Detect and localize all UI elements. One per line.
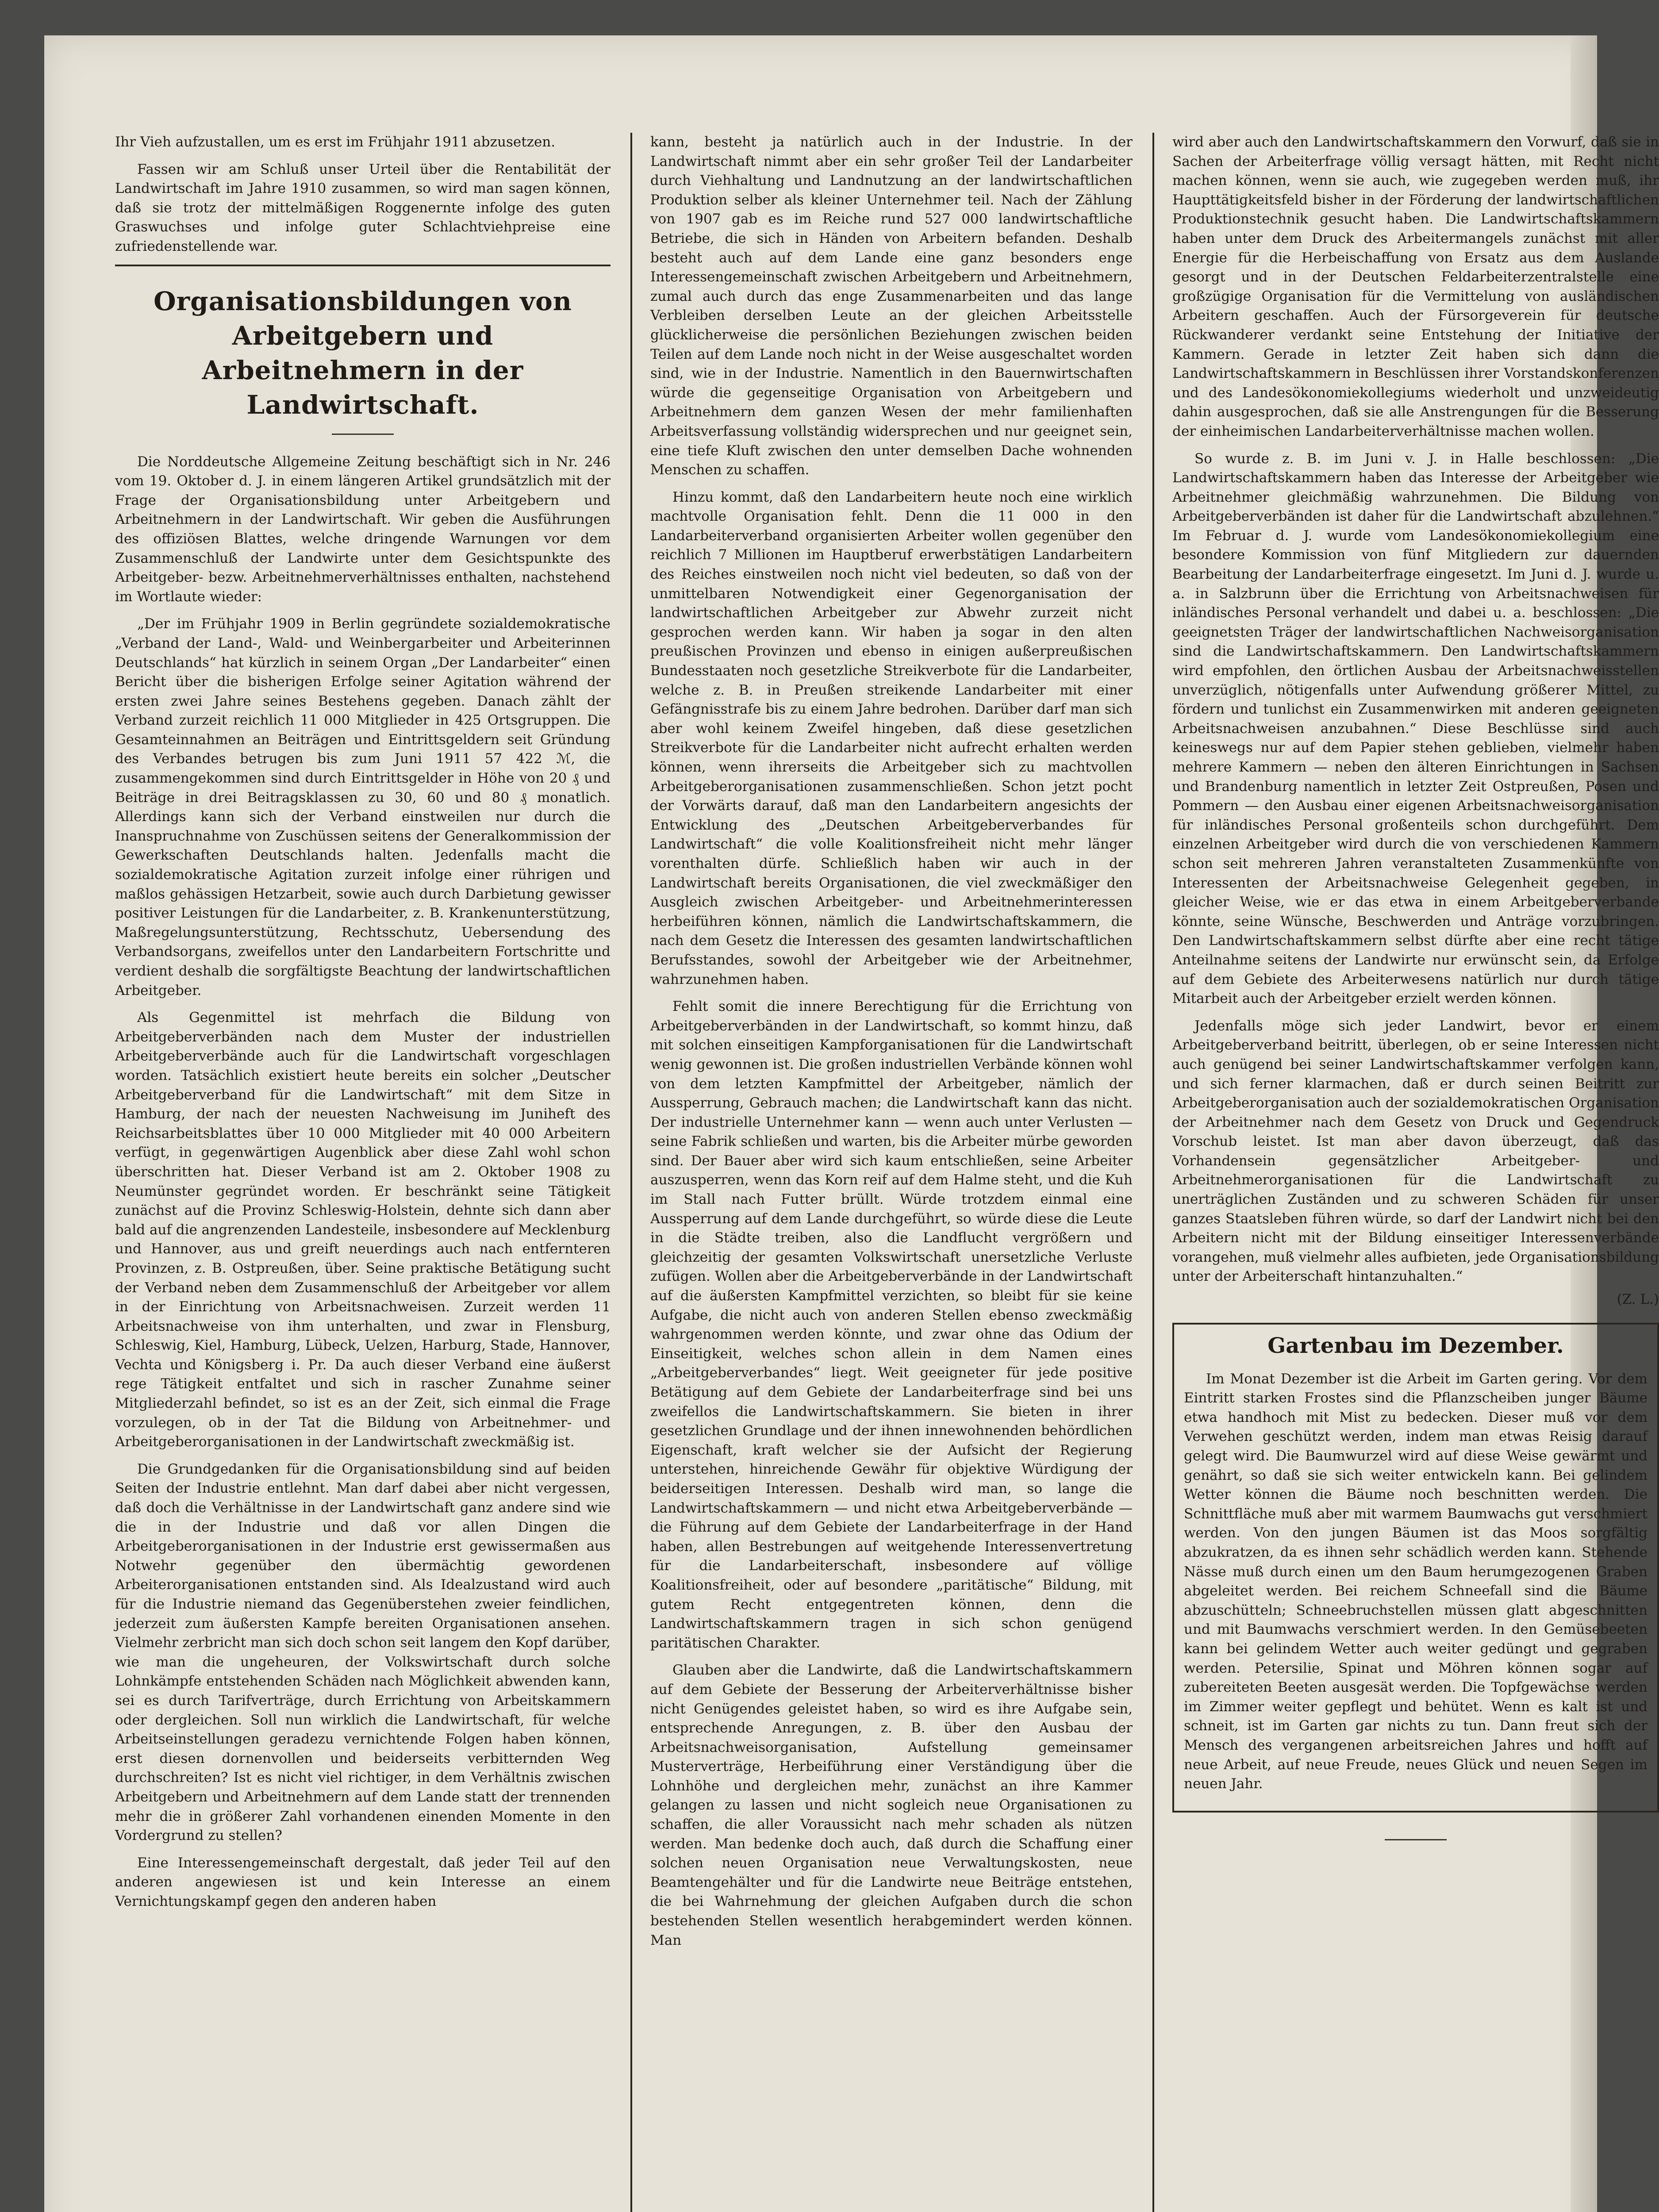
paragraph: Hinzu kommt, daß den Landarbeitern heute noch eine wirklich machtvolle Organisation fehlt. Denn die 11 000 in den Landarbeiterverband organisierten Arbeiter wollen gegenüber den reichlich 7 Millionen im Hauptberuf erwerbstätigen Landarbeitern des Reiches einstweilen noch nicht viel bedeuten, so daß von der unmittelbaren Notwendigkeit einer Gegenorganisation der landwirtschaftlichen Arbeitgeber zur Abwehr zurzeit nicht gesprochen werden kann. Wir haben ja sogar in den alten preußischen Provinzen und ebenso in einigen außerpreußischen Bundesstaaten noch gesetzliche Streikverbote für die Landarbeiter, welche z. B. in Preußen streikende Landarbeiter mit einer Gefängnisstrafe bis zu einem Jahre bedrohen. Darüber darf man sich aber wohl keinem Zweifel hingeben, daß diese gesetzlichen Streikverbote für die Landarbeiter nicht aufrecht erhalten werden können, wenn ihrerseits die Arbeitgeber sich zu machtvollen Arbeitgeberorganisationen zusammenschließen. Schon jetzt pocht der Vorwärts darauf, daß man den Landarbeitern angesichts der Entwicklung des „Deutschen Arbeitgeberverbandes für Landwirtschaft“ die volle Koalitionsfreiheit nicht mehr länger vorenthalten dürfe. Schließlich haben wir auch in der Landwirtschaft bereits Organisationen, die viel zweckmäßiger den Ausgleich zwischen Arbeitgeber- und Arbeitnehmerinteressen herbeiführen können, nämlich die Landwirtschaftskammern, die nach dem Gesetz die Interessen des gesamten landwirtschaftlichen Berufsstandes, sowohl der Arbeitgeber wie der Arbeitnehmer, wahrzunehmen haben. [650,489,1133,987]
paragraph: kann, besteht ja natürlich auch in der Industrie. In der Landwirtschaft nimmt aber ein sehr großer Teil der Landarbeiter durch Viehhaltung und Landnutzung an der landwirtschaftlichen Produktion selber als kleiner Unternehmer teil. Nach der Zählung von 1907 gab es im Reiche rund 527 000 landwirtschaftliche Betriebe, die sich in Händen von Arbeitern befanden. Deshalb besteht auch auf dem Lande eine ganz besonders enge Interessengemeinschaft zwischen Arbeitgebern und Arbeitnehmern, zumal auch durch das enge Zusammenarbeiten und das lange Verbleiben derselben Leute an der gleichen Arbeitsstelle glücklicherweise die persönlichen Beziehungen zwischen beiden Teilen auf dem Lande noch nicht in der Weise ausgeschaltet worden sind, wie in der Industrie. Namentlich in den Bauernwirtschaften würde die gegenseitige Organisation von Arbeitgebern und Arbeitnehmern dem ganzen Wesen der mehr familienhaften Arbeitsverfassung vollständig widersprechen und nur geeignet sein, eine tiefe Kluft zwischen den unter demselben Dache wohnenden Menschen zu schaffen. [650,134,1133,478]
paragraph: Glauben aber die Landwirte, daß die Landwirtschaftskammern auf dem Gebiete der Besserung der Arbeiterverhältnisse bisher nicht Genügendes geleistet haben, so wird es ihre Aufgabe sein, entsprechende Anregungen, z. B. über den Ausbau der Arbeitsnachweisorganisation, Aufstellung gemeinsamer Musterverträge, Herbeiführung einer Verständigung über die Lohnhöhe und dergleichen mehr, zunächst an ihre Kammer gelangen zu lassen und nicht sogleich neue Organisationen zu schaffen, die aller Voraussicht nach mehr schaden als nützen werden. Man bedenke doch auch, daß durch die Schaffung einer solchen neuen Organisation neue Verwaltungskosten, neue Beamtengehälter und für die Landwirte neue Beiträge entstehen, die bei Wahrnehmung der gleichen Aufgaben durch die schon bestehenden Stellen wesentlich herabgemindert werden können. Man [650,1662,1133,1948]
end-divider [1385,1839,1447,1840]
column-2 [650,133,1133,2212]
article-heading: Organisationsbildungen von Arbeitgebern und Arbeitnehmern in der Landwirtschaft. [154,286,572,420]
column-rule [630,133,632,2212]
short-divider [332,434,394,435]
box-title: Gartenbau im Dezember. [1267,1333,1564,1358]
paragraph: Als Gegenmittel ist mehrfach die Bildung von Arbeitgeberverbänden nach dem Muster der industriellen Arbeitgeberverbände auch für die Landwirtschaft vorgeschlagen worden. Tatsächlich existiert heute bereits ein solcher „Deutscher Arbeitgeberverband für die Landwirtschaft“ mit dem Sitze in Hamburg, der nach der neuesten Nachweisung im Juniheft des Reichsarbeitsblattes über 10 000 Mitglieder mit 40 000 Arbeitern verfügt, in gegenwärtigen Augenblick aber diese Zahl wohl schon überschritten hat. Dieser Verband ist am 2. Oktober 1908 zu Neumünster gegründet worden. Er beschränkt seine Tätigkeit zunächst auf die Provinz Schleswig-Holstein, dehnte sich dann aber bald auf die angrenzenden Landesteile, insbesondere auf Mecklenburg und Hannover, aus und greift neuerdings auch nach entfernteren Provinzen, z. B. Ostpreußen, über. Seine praktische Betätigung sucht der Verband neben dem Zusammenschluß der Arbeitgeber vor allem in der Einrichtung von Arbeitsnachweisen. Zurzeit werden 11 Arbeitsnachweise von ihm unterhalten, und zwar in Flensburg, Schleswig, Kiel, Hamburg, Lübeck, Uelzen, Harburg, Stade, Hannover, Vechta und Königsberg i. Pr. Da auch dieser Verband eine äußerst rege Tätigkeit entfaltet und sich in rascher Zunahme seiner Mitgliederzahl befindet, so ist es an der Zeit, sich einmal die Frage vorzulegen, ob in der Tat die Bildung von Arbeitnehmer- und Arbeitgeberorganisationen in der Landwirtschaft zweckmäßig ist. [115,1010,611,1450]
paragraph: Fassen wir am Schluß unser Urteil über die Rentabilität der Landwirtschaft im Jahre 1910 zusammen, so wird man sagen können, daß sie trotz der mittelmäßigen Roggenernte infolge des guten Graswuchses und infolge guter Schlachtviehpreise eine zufriedenstellende war. [115,161,611,254]
paragraph: wird aber auch den Landwirtschaftskammern den Vorwurf, daß sie in Sachen der Arbeiterfrage völlig versagt hätten, mit Recht nicht machen können, wenn sie auch, wie zugegeben werden muß, ihr Haupttätigkeitsfeld bisher in der Förderung der landwirtschaftlichen Produktionstechnik gesucht haben. Die Landwirtschaftskammern haben unter dem Druck des Arbeitermangels zunächst mit aller Energie für die Herbeischaffung von Ersatz aus dem Auslande gesorgt und in der Deutschen Feldarbeiterzentralstelle eine großzügige Organisation für die Vermittelung von ausländischen Arbeitern geschaffen. Auch der Fürsorgeverein für deutsche Rückwanderer verdankt seine Entstehung der Initiative der Kammern. Gerade in letzter Zeit haben sich dann die Landwirtschaftskammern in Beschlüssen ihrer Vorstandskonferenzen und des Landesökonomiekollegiums wiederholt und unzweideutig dahin ausgesprochen, daß sie alle Anstrengungen für die Besserung der einheimischen Landarbeiterverhältnisse machen wollen. [1172,134,1659,439]
article-signature: (Z. L.) [1617,1291,1659,1308]
column-3 [1172,133,1659,2212]
paragraph: So wurde z. B. im Juni v. J. in Halle beschlossen: „Die Landwirtschaftskammern haben das Interesse der Arbeitgeber wie Arbeitnehmer gleichmäßig wahrzunehmen. Die Bildung von Arbeitgeberverbänden ist daher für die Landwirtschaft abzulehnen.“ Im Februar d. J. wurde vom Landesökonomiekollegium eine besondere Kommission von fünf Mitgliedern zur dauernden Bearbeitung der Landarbeiterfrage eingesetzt. Im Juni d. J. wurde u. a. in Salzbrunn über die Errichtung von Arbeitsnachweisen für inländisches Personal verhandelt und dabei u. a. beschlossen: „Die geeignetsten Träger der landwirtschaftlichen Nachweisorganisation sind die Landwirtschaftskammern. Den Landwirtschaftskammern wird empfohlen, den örtlichen Ausbau der Arbeitsnachweisstellen unverzüglich, nötigenfalls unter Aufwendung größerer Mittel, zu fördern und tunlichst ein Zusammenwirken mit anderen geeigneten Arbeitsnachweisen anzubahnen.“ Diese Beschlüsse sind auch keineswegs nur auf dem Papier stehen geblieben, vielmehr haben mehrere Kammern — neben den älteren Einrichtungen in Sachsen und Brandenburg namentlich in letzter Zeit Ostpreußen, Posen und Pommern — den Ausbau einer eigenen Arbeitsnachweisorganisation für inländisches Personal großenteils schon durchgeführt. Dem einzelnen Arbeitgeber wird durch die von verschiedenen Kammern schon seit mehreren Jahren veranstalteten Zusammenkünfte von Interessenten der Arbeitsnachweise Gelegenheit gegeben, in gleicher Weise, wie er das etwa in einem Arbeitgeberverbande könnte, seine Wünsche, Beschwerden und Anträge vorzubringen. Den Landwirtschaftskammern selbst dürfte aber eine recht tätige Anteilnahme seitens der Landwirte nur erwünscht sein, da Erfolge auf dem Gebiete des Arbeiterwesens natürlich nur durch tätige Mitarbeit auch der Arbeitgeber erzielt werden können. [1172,450,1659,1007]
paragraph: Die Grundgedanken für die Organisationsbildung sind auf beiden Seiten der Industrie entlehnt. Man darf dabei aber nicht vergessen, daß doch die Verhältnisse in der Landwirtschaft ganz andere sind wie die in der Industrie und daß vor allen Dingen die Arbeitgeberorganisationen in der Industrie erst gewissermaßen aus Notwehr gegenüber den übermächtig gewordenen Arbeiterorganisationen entstanden sind. Als Idealzustand wird auch für die Industrie niemand das Gegenüberstehen zweier feindlichen, jederzeit zum äußersten Kampfe bereiten Organisationen ansehen. Vielmehr zerbricht man sich doch schon seit langem den Kopf darüber, wie man die ungeheuren, der Volkswirtschaft durch solche Lohnkämpfe entstehenden Schäden nach Möglichkeit abwenden kann, sei es durch Tarifverträge, durch Errichtung von Arbeitskammern oder dergleichen. Soll nun wirklich die Landwirtschaft, für welche Arbeitseinstellungen geradezu vernichtende Folgen haben können, erst diesen dornenvollen und beiderseits verbitternden Weg durchschreiten? Ist es nicht viel richtiger, in dem Verhältnis zwischen Arbeitgebern und Arbeitnehmern auf dem Lande statt der trennenden mehr die in größerer Zahl vorhandenen einenden Momente in den Vordergrund zu stellen? [115,1461,611,1844]
paragraph: Ihr Vieh aufzustallen, um es erst im Frühjahr 1911 abzusetzen. [115,134,556,150]
newspaper-page [44,35,1659,2212]
paragraph: Jedenfalls möge sich jeder Landwirt, bevor er einem Arbeitgeberverband beitritt, überlegen, ob er seine Interessen nicht auch genügend bei seiner Landwirtschaftskammer verfolgen kann, und sich ferner klarmachen, daß er durch seinen Beitritt zur Arbeitgeberorganisation auch der sozialdemokratischen Organisation der Arbeitnehmer nach dem Gesetz von Druck und Gegendruck Vorschub leistet. Ist man aber davon überzeugt, daß das Vorhandensein gegensätzlicher Arbeitgeber- und Arbeitnehmerorganisationen für die Landwirtschaft zu unerträglichen Zuständen und zu schweren Schäden für unser ganzes Staatsleben führen würde, so darf der Landwirt nicht bei den Arbeitern nicht mit der Bildung einseitiger Interessenverbände vorangehen, muß vielmehr alles aufbieten, jede Organisationsbildung unter der Arbeiterschaft hintanzuhalten.“ [1172,1018,1659,1285]
gardening-box [1172,1323,1659,1813]
column-1 [115,133,611,2212]
divider [115,265,611,266]
paragraph: Eine Interessengemeinschaft dergestalt, daß jeder Teil auf den anderen angewiesen ist und kein Interesse an einem Vernichtungskampf gegen den anderen haben [115,1855,611,1909]
column-rule [1152,133,1154,2212]
paragraph: Im Monat Dezember ist die Arbeit im Garten gering. Vor dem Eintritt starken Frostes sind die Pflanzscheiben junger Bäume etwa handhoch mit Mist zu bedecken. Dieser muß vor dem Verwehen geschützt werden, indem man etwas Reisig darauf gelegt wird. Die Baumwurzel wird auf diese Weise gewärmt und genährt, so daß sie sich weiter entwickeln kann. Bei gelindem Wetter können die Bäume noch beschnitten werden. Die Schnittfläche muß aber mit warmem Baumwachs gut verschmiert werden. Von den jungen Bäumen ist das Moos sorgfältig abzukratzen, da es ihnen sehr schädlich werden kann. Stehende Nässe muß durch einen um den Baum herumgezogenen Graben abgeleitet werden. Bei reichem Schneefall sind die Bäume abzuschütteln; Schneebruchstellen müssen glatt abgeschnitten und mit Baumwachs verschmiert werden. In den Gemüsebeeten kann bei gelindem Wetter auch weiter gedüngt und gegraben werden. Petersilie, Spinat und Möhren können sogar auf zubereiteten Beeten ausgesät werden. Die Topfgewächse werden im Zimmer weiter gepflegt und behütet. Wenn es kalt ist und schneit, ist im Garten gar nichts zu tun. Dann freut sich der Mensch des vergangenen arbeitsreichen Jahres und hofft auf neue Arbeit, auf neue Freude, neues Glück und neuen Segen im neuen Jahr. [1184,1371,1647,1792]
paragraph: Die Norddeutsche Allgemeine Zeitung beschäftigt sich in Nr. 246 vom 19. Oktober d. J. in einem längeren Artikel grundsätzlich mit der Frage der Organisationsbildung unter Arbeitgebern und Arbeitnehmern in der Landwirtschaft. Wir geben die Ausführungen des offiziösen Blattes, welche dringende Warnungen vor dem Zusammenschluß der Landwirte unter dem Gesichtspunkte des Arbeitgeber- bezw. Arbeitnehmerverhältnisses enthalten, nachstehend im Wortlaute wieder: [115,453,611,605]
paragraph: Fehlt somit die innere Berechtigung für die Errichtung von Arbeitgeberverbänden in der Landwirtschaft, so kommt hinzu, daß mit solchen einseitigen Kampforganisationen für die Landwirtschaft wenig gewonnen ist. Die großen industriellen Verbände können wohl von dem letzten Kampfmittel der Arbeitgeber, nämlich der Aussperrung, Gebrauch machen; die Landwirtschaft kann das nicht. Der industrielle Unternehmer kann — wenn auch unter Verlusten — seine Fabrik schließen und warten, bis die Arbeiter mürbe geworden sind. Der Bauer aber wird sich kaum entschließen, seine Arbeiter auszusperren, wenn das Korn reif auf dem Halme steht, und die Kuh im Stall nach Futter brüllt. Würde trotzdem einmal eine Aussperrung auf dem Lande durchgeführt, so würde diese die Leute in die Städte treiben, also die Landflucht vergrößern und gleichzeitig der gesamten Volkswirtschaft unersetzliche Verluste zufügen. Wollen aber die Arbeitgeberverbände in der Landwirtschaft auf die äußersten Kampfmittel verzichten, so bleibt für sie keine Aufgabe, die nicht auch von anderen Stellen ebenso zweckmäßig wahrgenommen werden könnte, und zwar ohne das Odium der Einseitigkeit, welches schon allein in dem Namen eines „Arbeitgeberverbandes“ liegt. Weit geeigneter für jede positive Betätigung auf dem Gebiete der Landarbeiterfrage sind bei uns zweifellos die Landwirtschaftskammern. Sie bieten in ihrer gesetzlichen Grundlage und der ihnen innewohnenden behördlichen Eigenschaft, kraft welcher sie der Aufsicht der Regierung unterstehen, hinreichende Gewähr für objektive Würdigung der beiderseitigen Interessen. Deshalb wird man, so lange die Landwirtschaftskammern — und nicht etwa Arbeitgeberverbände — die Führung auf dem Gebiete der Landarbeiterfrage in der Hand haben, allen Bestrebungen auf weitgehende Interessenvertretung für die Landarbeiterschaft, insbesondere auf völlige Koalitionsfreiheit, oder auf besondere „paritätische“ Bildung, mit gutem Recht entgegentreten können, denn die Landwirtschaftskammern tragen in sich schon genügend paritätischen Charakter. [650,998,1133,1651]
paragraph: „Der im Frühjahr 1909 in Berlin gegründete sozialdemokratische „Verband der Land-, Wald- und Weinbergarbeiter und Arbeiterinnen Deutschlands“ hat kürzlich in seinem Organ „Der Landarbeiter“ einen Bericht über die bisherigen Erfolge seiner Agitation während der ersten zwei Jahre seines Bestehens gegeben. Danach zählt der Verband zurzeit reichlich 11 000 Mitglieder in 425 Ortsgruppen. Die Gesamteinnahmen an Beiträgen und Eintrittsgeldern seit Gründung des Verbandes betrugen bis zum Juni 1911 57 422 ℳ, die zusammengekommen sind durch Eintrittsgelder in Höhe von 20 ₰ und Beiträge in drei Beitragsklassen zu 30, 60 und 80 ₰ monatlich. Allerdings kann sich der Verband einstweilen nur durch die Inanspruchnahme von Zuschüssen seitens der Generalkommission der Gewerkschaften Deutschlands halten. Jedenfalls macht die sozialdemokratische Agitation zurzeit infolge einer rührigen und maßlos gehässigen Hetzarbeit, sowie auch durch Darbietung gewisser positiver Leistungen für die Landarbeiter, z. B. Krankenunterstützung, Maßregelungsunterstützung, Rechtsschutz, Uebersendung des Verbandsorgans, zweifellos unter den Landarbeitern Fortschritte und verdient deshalb die sorgfältigste Beachtung der landwirtschaftlichen Arbeitgeber. [115,616,611,998]
